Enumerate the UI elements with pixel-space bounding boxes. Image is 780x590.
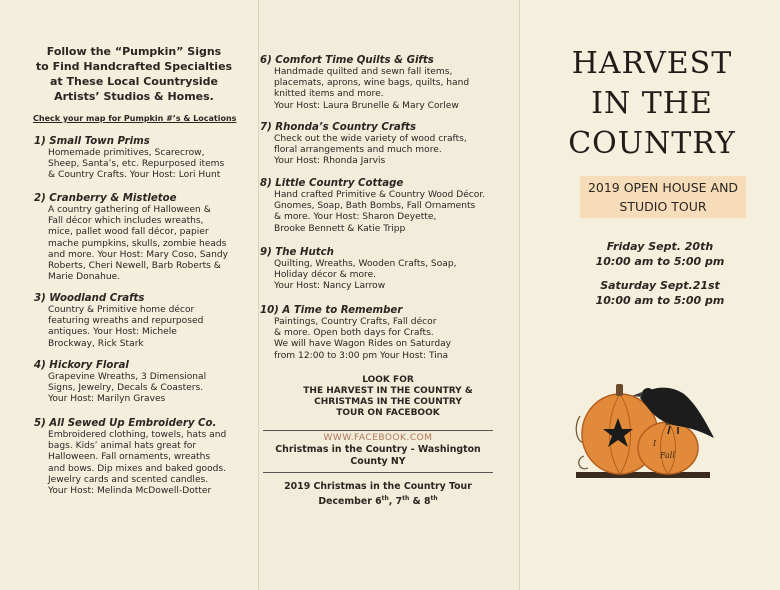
christmas-tour-info	[263, 481, 493, 508]
list-item	[260, 54, 469, 112]
item-title: 4) Hickory Floral	[34, 360, 129, 371]
item-description: Paintings, Country Crafts, Fall décor & more. Open both days for Crafts. We will have Wagon Rides on Saturday from 12:00 to 3:00 pm Your Host: Tina	[274, 317, 452, 361]
list-item	[260, 246, 457, 293]
date-hours: 10:00 am to 5:00 pm	[595, 294, 725, 307]
item-title: 6) Comfort Time Quilts & Gifts	[260, 55, 434, 66]
christmas-tour-dates: December 6th, 7th & 8th	[318, 495, 438, 508]
item-description: Country & Primitive home décor featuring wreaths and repurposed antiques. Your Host: Michele Brockway, Rick Stark	[48, 305, 204, 349]
facebook-link[interactable]: WWW.FACEBOOK.COM	[323, 433, 433, 443]
map-note: Check your map for Pumpkin #’s & Locations	[33, 114, 237, 123]
saturday-schedule	[560, 278, 760, 308]
page-title: HARVEST IN THE COUNTRY	[568, 46, 736, 161]
list-item	[34, 135, 224, 182]
tour-subtitle: 2019 OPEN HOUSE AND STUDIO TOUR	[580, 176, 746, 218]
date-day: Saturday Sept.21st	[600, 279, 720, 292]
item-description: A country gathering of Halloween & Fall décor which includes wreaths, mice, pallet wood fall décor, papier mache pumpkins, skulls, zombie heads and more. Your Host: Mary Coso, Sandy Roberts, Cheri Newell, Barb Roberts & Marie Donahue.	[48, 205, 228, 283]
divider	[263, 430, 493, 431]
item-description: Embroidered clothing, towels, hats and bags. Kids’ animal hats great for Halloween. Fall ornaments, wreaths and bows. Dip mixes and baked goods. Jewelry cards and scented candles. Your Host: Melinda McDowell-Dotter	[48, 430, 227, 497]
item-description: Handmade quilted and sewn fall items, placemats, aprons, wine bags, quilts, hand knitted items and more. Your Host: Laura Brunelle & Mary Corlew	[274, 67, 470, 111]
item-title: 7) Rhonda’s Country Crafts	[260, 122, 417, 133]
intro-text: Follow the “Pumpkin” Signs to Find Handcrafted Specialties at These Local Countryside Artists’ Studios & Homes.	[35, 45, 233, 103]
list-item	[260, 121, 467, 168]
list-item	[34, 192, 228, 283]
list-item	[34, 292, 203, 350]
item-description: Homemade primitives, Scarecrow, Sheep, Santa’s, etc. Repurposed items & Country Crafts. Your Host: Lori Hunt	[48, 148, 225, 181]
friday-schedule	[560, 239, 760, 269]
list-item	[260, 177, 485, 235]
list-item	[34, 359, 206, 406]
list-item	[260, 304, 451, 362]
item-title: 1) Small Town Prims	[34, 136, 150, 147]
date-hours: 10:00 am to 5:00 pm	[595, 255, 725, 268]
pumpkin-crow-illustration	[574, 376, 718, 486]
sign-text: I	[653, 439, 657, 448]
item-description: Quilting, Wreaths, Wooden Crafts, Soap, Holiday décor & more. Your Host: Nancy Larrow	[274, 259, 457, 292]
list-item	[34, 417, 226, 497]
shelf-base	[576, 472, 710, 478]
date-day: Friday Sept. 20th	[606, 240, 714, 253]
item-title: 2) Cranberry & Mistletoe	[34, 193, 177, 204]
item-title: 8) Little Country Cottage	[260, 178, 404, 189]
facebook-page-name: Christmas in the Country - Washington County NY	[275, 444, 481, 467]
facebook-callout: LOOK FOR THE HARVEST IN THE COUNTRY & CHRISTMAS IN THE COUNTRY TOUR ON FACEBOOK	[303, 375, 473, 418]
sign-text: Fall	[660, 451, 675, 460]
small-pumpkin	[638, 422, 698, 474]
item-description: Hand crafted Primitive & Country Wood Décor. Gnomes, Soap, Bath Bombs, Fall Ornaments & more. Your Host: Sharon Deyette, Brooke Bennett & Katie Tripp	[274, 190, 486, 234]
item-title: 10) A Time to Remember	[260, 305, 403, 316]
item-title: 5) All Sewed Up Embroidery Co.	[34, 418, 217, 429]
item-title: 9) The Hutch	[260, 247, 334, 258]
item-description: Grapevine Wreaths, 3 Dimensional Signs, Jewelry, Decals & Coasters. Your Host: Marilyn Graves	[48, 372, 207, 405]
divider	[263, 472, 493, 473]
item-description: Check out the wide variety of wood crafts, floral arrangements and much more. Your Host: Rhonda Jarvis	[274, 134, 467, 167]
christmas-tour-title: 2019 Christmas in the Country Tour	[284, 481, 472, 492]
item-title: 3) Woodland Crafts	[34, 293, 145, 304]
